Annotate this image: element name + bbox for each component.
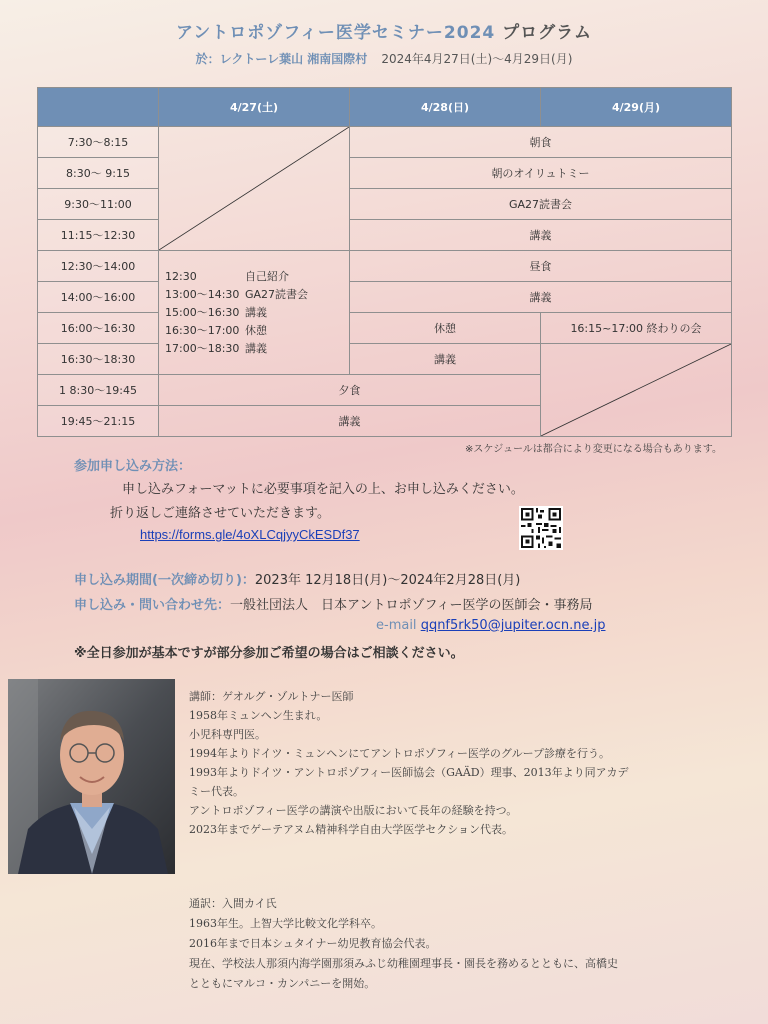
partial-participation-note: ※全日参加が基本ですが部分参加ご希望の場合はご相談ください。 (74, 646, 464, 661)
day-header: 4/28(日) (350, 88, 541, 127)
time-cell: 14:00〜16:00 (38, 282, 159, 313)
schedule-cell: 朝のオイリュトミー (350, 158, 732, 189)
contact-email: e-mail qqnf5rk50@jupiter.ocn.ne.jp (376, 618, 606, 633)
interpreter-bio: 通訳：入間カイ氏 1963年生。上智大学比較文化学科卒。 2016年まで日本シュタイナー幼児教育協会代表。 現在、学校法人那須内海学園那須みふじ幼稚園理事長・園長を務めるとともに、高橋史 とともにマルコ・カンパニーを開始。 (189, 897, 618, 990)
day-header: 4/27(土) (159, 88, 350, 127)
time-cell: 19:45〜21:15 (38, 406, 159, 437)
time-cell: 1 8:30〜19:45 (38, 375, 159, 406)
lecturer-photo (8, 679, 175, 874)
schedule-cell: 昼食 (350, 251, 732, 282)
time-cell: 7:30〜8:15 (38, 127, 159, 158)
time-cell: 11:15〜12:30 (38, 220, 159, 251)
day1-item: 12:30 自己紹介 (165, 269, 289, 283)
day1-item: 15:00〜16:30 講義 (165, 305, 267, 319)
time-cell: 16:30〜18:30 (38, 344, 159, 375)
day1-item: 13:00〜14:30 GA27読書会 (165, 287, 309, 301)
schedule-cell: 休憩 (350, 313, 541, 344)
time-cell: 8:30〜 9:15 (38, 158, 159, 189)
schedule-cell: 夕食 (159, 375, 541, 406)
schedule-table (37, 87, 732, 437)
application-heading: 参加申し込み方法： (74, 459, 192, 474)
contact-info: 申し込み・問い合わせ先：一般社団法人 日本アントロポゾフィー医学の医師会・事務局 (74, 598, 593, 613)
time-cell: 9:30〜11:00 (38, 189, 159, 220)
schedule-cell: 16:15~17:00 終わりの会 (541, 313, 732, 344)
time-cell: 12:30〜14:00 (38, 251, 159, 282)
time-cell: 16:00〜16:30 (38, 313, 159, 344)
page-title: アントロポゾフィー医学セミナー2024 プログラム (175, 23, 593, 43)
empty-slot-day1-morning (159, 127, 350, 251)
application-period: 申し込み期間(一次締め切り)：2023年 12月18日(月)〜2024年2月28日(月) (74, 573, 521, 588)
schedule-cell: 講義 (350, 344, 541, 375)
empty-slot-day3-evening (541, 344, 732, 437)
day1-item: 17:00〜18:30 講義 (165, 341, 267, 355)
corner-header (38, 88, 159, 127)
schedule-cell: 朝食 (350, 127, 732, 158)
lecturer-bio: 講師：ゲオルグ・ゾルトナー医師 1958年ミュンヘン生まれ。 小児科専門医。 1994年よりドイツ・ミュンヘンにてアントロポゾフィー医学のグループ診療を行う。 1993年よりドイツ・アントロポゾフィー医師協会（GAÄD）理事、2013年より同アカデ ミー代表。 アントロポゾフィー医学の講演や出版において長年の経験を持つ。 2023年までゲーテアヌム精神科学自由大学医学セクション代表。 (189, 690, 629, 836)
venue-line: 於：レクトーレ葉山 湘南国際村 2024年4月27日(土)〜4月29日(月) (195, 52, 573, 66)
schedule-cell: 講義 (350, 282, 732, 313)
day1-schedule-list (159, 251, 350, 375)
application-form-link[interactable]: https://forms.gle/4oXLCqjyyCkESDf37 (140, 527, 360, 542)
qr-code-icon (519, 506, 563, 550)
schedule-cell: 講義 (159, 406, 541, 437)
application-instruction: 申し込みフォーマットに必要事項を記入の上、お申し込みください。 (122, 482, 524, 497)
day1-item: 16:30〜17:00 休憩 (165, 323, 267, 337)
schedule-cell: 講義 (350, 220, 732, 251)
application-followup: 折り返しご連絡させていただきます。 (110, 506, 330, 521)
day-header: 4/29(月) (541, 88, 732, 127)
email-link[interactable]: qqnf5rk50@jupiter.ocn.ne.jp (420, 618, 606, 633)
schedule-note: ※スケジュールは都合により変更になる場合もあります。 (465, 444, 722, 455)
schedule-cell: GA27読書会 (350, 189, 732, 220)
